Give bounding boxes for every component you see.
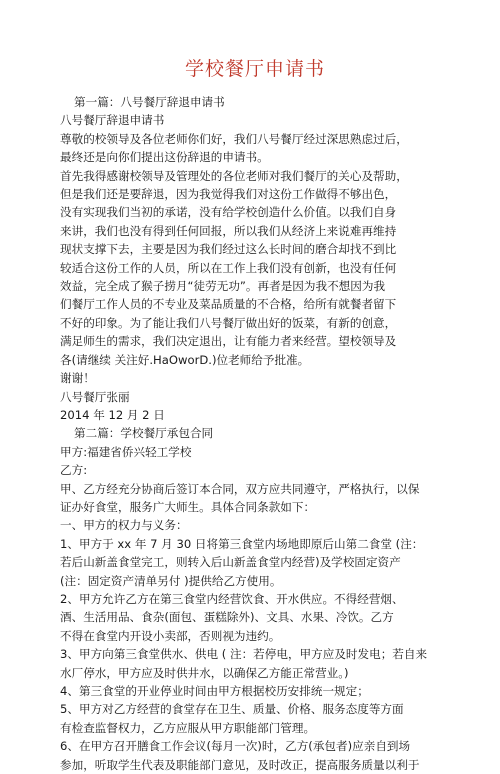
text-line: 较适合这份工作的人员，所以在工作上我们没有创新，也没有任何 bbox=[60, 260, 397, 275]
text-line: 乙方: bbox=[60, 463, 88, 478]
text-line: 2014 年 12 月 2 日 bbox=[60, 407, 165, 422]
text-line: 各(请继续 关注好.HaOworD.)位老师给予批准。 bbox=[60, 352, 310, 367]
text-line: 有检查监督权力，乙方应服从甲方职能部门管理。 bbox=[60, 720, 316, 735]
text-line: 最终还是向你们提出这份辞退的申请书。 bbox=[60, 150, 269, 165]
text-line: 但是我们还是要辞退，因为我觉得我们对这份工作做得不够出色， bbox=[60, 187, 397, 202]
text-line: 6、在甲方召开膳食工作会议(每月一次)时，乙方(承包者)应亲自到场 bbox=[60, 739, 411, 754]
text-line: 现状支撑下去，主要是因为我们经过这么长时间的磨合却找不到比 bbox=[60, 242, 397, 257]
text-line: 效益，完全成了猴子捞月“徒劳无功”。再者是因为我不想因为我 bbox=[60, 279, 386, 294]
text-line: 4、第三食堂的开业停业时间由甲方根据校历安排统一规定； bbox=[60, 684, 369, 698]
document-page bbox=[60, 54, 450, 774]
text-line: 谢谢！ bbox=[60, 371, 95, 386]
text-line: 若后山新盖食堂完工，则转入后山新盖食堂内经营)及学校固定资产 bbox=[60, 555, 401, 570]
text-line: 不好的印象。为了能让我们八号餐厅做出好的饭菜，有新的创意， bbox=[60, 315, 397, 330]
text-line: 3、甲方向第三食堂供水、供电 ( 注：若停电，甲方应及时发电；若自来 bbox=[60, 647, 428, 662]
text-line: 水厂停水，甲方应及时供井水，以确保乙方能正常营业。) bbox=[60, 665, 349, 680]
text-line: 尊敬的校领导及各位老师你们好，我们八号餐厅经过深思熟虑过后， bbox=[60, 131, 408, 146]
text-line: 没有实现我们当初的承诺，没有给学校创造什么价值。以我们自身 bbox=[60, 205, 397, 220]
text-line: 第一篇：八号餐厅辞退申请书 bbox=[74, 95, 225, 109]
text-line: 不得在食堂内开设小卖部，否则视为违约。 bbox=[60, 628, 281, 643]
text-line: 甲、乙方经充分协商后签订本合同，双方应共同遵守，严格执行，以保 bbox=[60, 481, 420, 496]
text-line: 2、甲方允许乙方在第三食堂内经营饮食、开水供应。不得经营烟、 bbox=[60, 591, 404, 606]
text-line: 甲方:福建省侨兴轻工学校 bbox=[60, 444, 192, 459]
text-line: (注：固定资产清单另付 )提供给乙方使用。 bbox=[60, 573, 282, 588]
text-line: 1、甲方于 xx 年 7 月 30 日将第三食堂内场地即原后山第二食堂 (注： bbox=[60, 536, 424, 551]
text-line: 证办好食堂，服务广大师生。具体合同条款如下： bbox=[60, 499, 316, 514]
text-line: 5、甲方对乙方经营的食堂存在卫生、质量、价格、服务态度等方面 bbox=[60, 702, 404, 717]
text-line: 八号餐厅张丽 bbox=[60, 389, 130, 404]
document-body bbox=[60, 93, 450, 774]
text-line: 们餐厅工作人员的不专业及菜品质量的不合格，给所有就餐者留下 bbox=[60, 297, 397, 312]
text-line: 参加，听取学生代表及职能部门意见，及时改正，提高服务质量以利于 bbox=[60, 757, 420, 772]
text-line: 首先我得感谢校领导及管理处的各位老师对我们餐厅的关心及帮助， bbox=[60, 168, 408, 183]
text-line: 满足师生的需求，我们决定退出，让有能力者来经营。望校领导及 bbox=[60, 334, 397, 349]
text-line: 酒、生活用品、食杂(面包、蛋糕除外)、文具、水果、冷饮。乙方 bbox=[60, 610, 394, 625]
text-line: 第二篇：学校餐厅承包合同 bbox=[74, 426, 214, 441]
text-line: 来讲，我们也没有得到任何回报，所以我们从经济上来说难再维持 bbox=[60, 223, 397, 238]
document-title: 学校餐厅申请书 bbox=[184, 58, 325, 80]
text-line: 一、甲方的权力与义务： bbox=[60, 518, 188, 533]
text-line: 八号餐厅辞退申请书 bbox=[60, 113, 165, 128]
